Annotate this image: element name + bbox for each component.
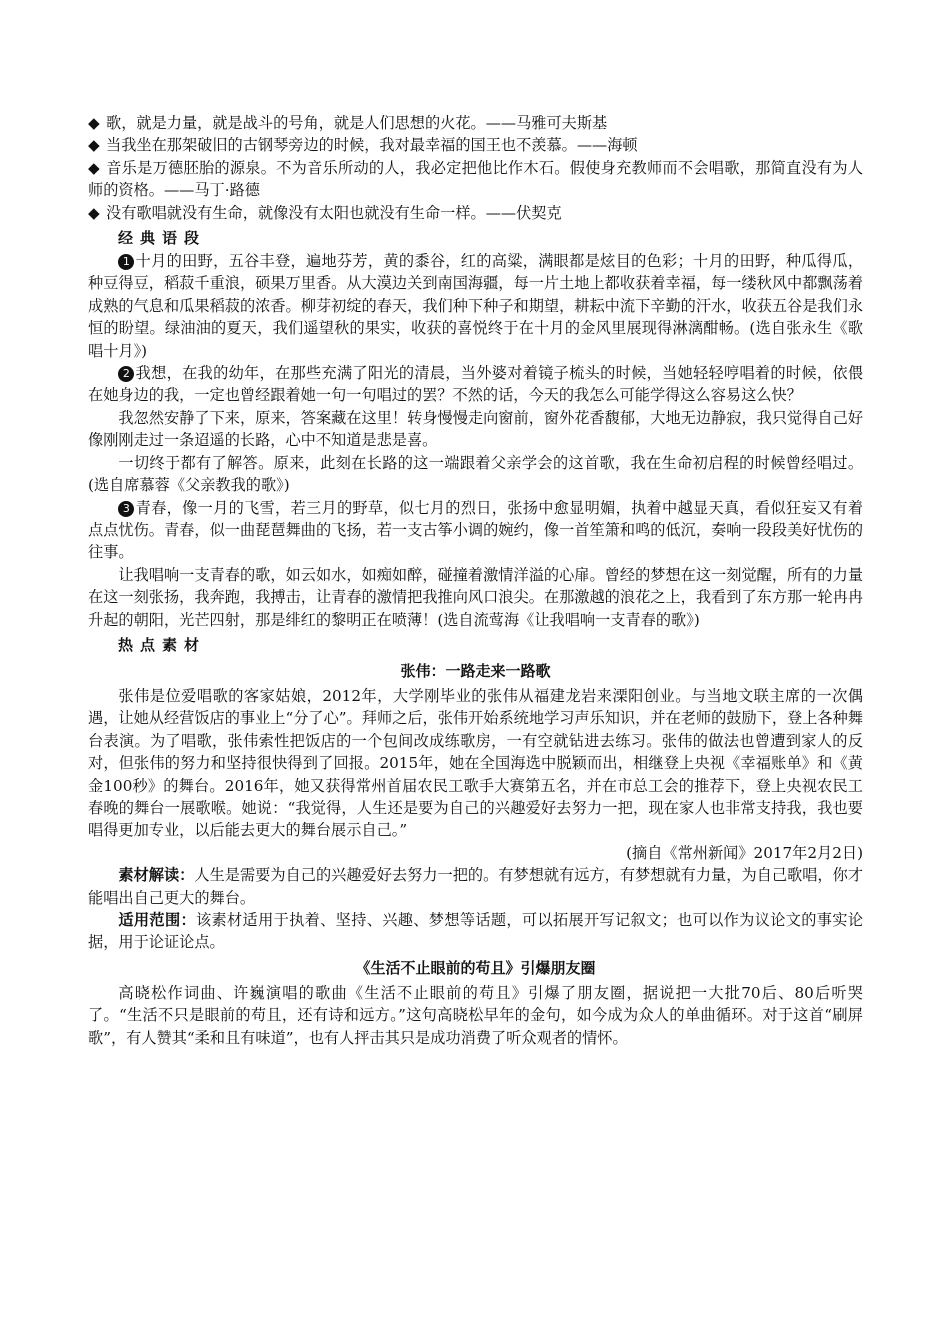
material-interpretation [88,864,863,909]
article-title: 《生活不止眼前的苟且》引爆朋友圈 [355,958,596,977]
quote-text: 当我坐在那架破旧的古钢琴旁边的时候，我对最幸福的国王也不羡慕。——海顿 [106,136,638,155]
passage-paragraph: 我忽然安静了下来，原来，答案藏在这里！转身慢慢走向窗前，窗外花香馥郁，大地无边静寂，我只觉得自己好像刚刚走过一条迢遥的长路，心中不知道是悲是喜。 [88,408,863,450]
interpretation-label: 素材解读： [118,866,195,885]
article-body: 张伟是位爱唱歌的客家姑娘，2012年，大学刚毕业的张伟从福建龙岩来溧阳创业。与当地文联主席的一次偶遇，让她从经营饭店的事业上“分了心”。拜师之后，张伟开始系统地学习声乐知识，并在老师的鼓励下，登上各种舞台表演。为了唱歌，张伟索性把饭店的一个包间改成练歌房，一有空就钻进去练习。张伟的做法也曾遭到家人的反对，但张伟的努力和坚持很快得到了回报。2015年，她在全国海选中脱颖而出，相继登上央视《幸福账单》和《黄金100秒》的舞台。2016年，她又获得常州首届农民工歌手大赛第五名，并在市总工会的推荐下，登上央视农民工春晚的舞台一展歌喉。她说：“我觉得，人生还是要为自己的兴趣爱好去努力一把，现在家人也非常支持我，我也要唱得更加专业，以后能去更大的舞台展示自己。” [88,686,863,840]
quote-text: 音乐是万德胚胎的源泉。不为音乐所动的人，我必定把他比作木石。假使身充教师而不会唱歌，那简直没有为人师的资格。——马丁·路德 [88,158,863,200]
number-badge: 1 [118,254,134,270]
passage-text: 青春，像一月的飞雪，若三月的野草，似七月的烈日，张扬中愈显明媚，执着中越显天真，看似狂妄又有着点点忧伤。青春，似一曲琵琶舞曲的飞扬，若一支古筝小调的婉约，像一首笙箫和鸣的低沉，奏响一段段美好忧伤的往事。 [88,498,863,562]
passage-paragraph [88,250,863,362]
section-heading-classic: 经典语段 [118,229,207,248]
quote-item [88,134,863,156]
number-badge: 3 [118,501,134,517]
quote-item [88,202,863,224]
quote-text: 歌，就是力量，就是战斗的号角，就是人们思想的火花。——马雅可夫斯基 [106,114,608,132]
passage-text: 我想，在我的幼年，在那些充满了阳光的清晨，当外婆对着镜子梳头的时候，当她轻轻哼唱着的时候，依偎在她身边的我，一定也曾经跟着她一句一句唱过的罢？不然的话，今天的我怎么可能学得这么容易这么快？ [88,364,863,405]
quote-text: 没有歌唱就没有生命，就像没有太阳也就没有生命一样。——伏契克 [106,203,562,222]
quotes-list [88,112,863,224]
passage-paragraph [88,497,863,564]
classic-passage-2 [88,362,863,496]
scope-label: 适用范围： [118,911,196,929]
interpretation-text: 人生是需要为自己的兴趣爱好去努力一把的。有梦想就有远方，有梦想就有力量，为自己歌唱，你才能唱出自己更大的舞台。 [88,866,864,907]
scope-text: 该素材适用于执着、坚持、兴趣、梦想等话题，可以拓展开写记叙文；也可以作为议论文的事实论据，用于论证论点。 [88,911,864,952]
quote-item [88,112,863,134]
article-source: (摘自《常州新闻》2017年2月2日) [626,843,863,862]
section-heading-hot: 热点素材 [118,635,207,654]
passage-paragraph [88,362,863,407]
diamond-bullet-icon: ◆ [88,114,100,132]
article-title: 张伟：一路走来一路歌 [400,661,551,680]
passage-text: 十月的田野，五谷丰登，遍地芬芳，黄的黍谷，红的高粱，满眼都是炫目的色彩；十月的田野，种瓜得瓜，种豆得豆，稻菽千重浪，硕果万里香。从大漠边关到南国海疆，每一片土地上都收获着幸福，每一缕秋风中都飘荡着成熟的气息和瓜果稻菽的浓香。柳芽初绽的春天，我们种下种子和期望，耕耘中流下辛勤的汗水，收获五谷是我们永恒的盼望。绿油油的夏天，我们遥望秋的果实，收获的喜悦终于在十月的金风里展现得淋漓酣畅。(选自张永生《歌唱十月》) [88,252,863,360]
classic-passage-3 [88,497,863,631]
classic-passage-1 [88,250,863,362]
passage-paragraph: 一切终于都有了解答。原来，此刻在长路的这一端跟着父亲学会的这首歌，我在生命初启程的时候曾经唱过。(选自席慕蓉《父亲教我的歌》) [88,453,863,495]
diamond-bullet-icon: ◆ [88,158,100,177]
article-body: 高晓松作词曲、许巍演唱的歌曲《生活不止眼前的苟且》引爆了朋友圈，据说把一大批70后、80后听哭了。“生活不只是眼前的苟且，还有诗和远方。”这句高晓松早年的金句，如今成为众人的单曲循环。对于这首“刷屏歌”，有人赞其“柔和且有味道”，也有人抨击其只是成功消费了听众观者的情怀。 [88,983,863,1047]
passage-paragraph: 让我唱响一支青春的歌，如云如水，如痴如醉，碰撞着激情洋溢的心扉。曾经的梦想在这一刻觉醒，所有的力量在这一刻张扬，我奔跑，我搏击，让青春的激情把我推向风口浪尖。在那激越的浪花之上，我看到了东方那一轮冉冉升起的朝阳，光芒四射，那是绯红的黎明正在喷薄！(选自流莺海《让我唱响一支青春的歌》) [88,565,863,629]
applicable-scope [88,909,863,954]
diamond-bullet-icon: ◆ [88,203,100,222]
diamond-bullet-icon: ◆ [88,136,100,155]
number-badge: 2 [118,366,134,382]
document-page [88,112,863,1049]
quote-item [88,157,863,202]
